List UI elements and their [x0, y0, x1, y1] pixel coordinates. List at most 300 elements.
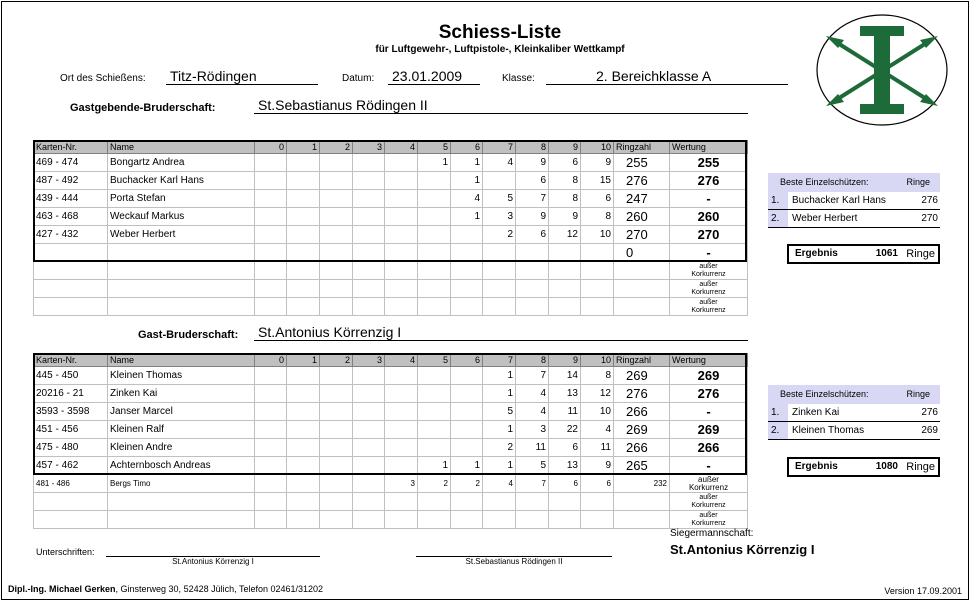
- column-header: Ringzahl: [614, 354, 670, 367]
- score-cell: 1: [451, 154, 483, 172]
- score-cell: [320, 226, 353, 244]
- guest-name-field[interactable]: St.Antonius Körrenzig I: [254, 323, 748, 341]
- empty-cell: [255, 511, 287, 529]
- score-cell: 1: [483, 457, 516, 475]
- klasse-field[interactable]: 2. Bereichklasse A: [546, 67, 788, 85]
- score-cell: [320, 385, 353, 403]
- score-cell: 3: [483, 208, 516, 226]
- empty-cell: [614, 262, 670, 280]
- empty-cell: [483, 511, 516, 529]
- score-cell: [255, 421, 287, 439]
- column-header: 2: [320, 141, 353, 154]
- score-cell: [255, 154, 287, 172]
- name-cell: Weckauf Markus: [108, 208, 255, 226]
- score-cell: [385, 457, 418, 475]
- score-cell: [385, 403, 418, 421]
- score-cell: [255, 367, 287, 385]
- table-row: [34, 190, 748, 208]
- score-cell: [549, 244, 581, 262]
- empty-cell: [385, 298, 418, 316]
- score-cell: [287, 172, 320, 190]
- score-cell: [320, 154, 353, 172]
- score-cell: [255, 244, 287, 262]
- empty-cell: [34, 493, 108, 511]
- column-header: 0: [255, 354, 287, 367]
- ausser-konkurrenz-note: außer Korkurrenz: [670, 298, 748, 316]
- column-header: 4: [385, 354, 418, 367]
- score-cell: [483, 244, 516, 262]
- empty-cell: [385, 511, 418, 529]
- wertung-cell: -: [670, 403, 748, 421]
- sieger-label: Siegermannschaft:: [670, 528, 754, 539]
- ausser-konkurrenz-note: außer Korkurrenz: [670, 280, 748, 298]
- score-cell: 9: [581, 154, 614, 172]
- score-cell: [255, 190, 287, 208]
- table-row: [34, 475, 748, 493]
- score-cell: [385, 385, 418, 403]
- score-cell: [418, 403, 451, 421]
- score-cell: 3: [516, 421, 549, 439]
- karten-nr-cell: 475 - 480: [34, 439, 108, 457]
- score-cell: [320, 457, 353, 475]
- ringzahl-cell: 266: [614, 403, 670, 421]
- score-cell: [320, 244, 353, 262]
- result-label: Ergebnis: [795, 461, 838, 472]
- column-header: 5: [418, 141, 451, 154]
- score-cell: 13: [549, 385, 581, 403]
- ringzahl-cell: 276: [614, 385, 670, 403]
- score-cell: [353, 367, 385, 385]
- score-cell: 4: [516, 403, 549, 421]
- column-header: 8: [516, 141, 549, 154]
- score-cell: 15: [581, 172, 614, 190]
- score-cell: 6: [581, 475, 614, 493]
- score-cell: [287, 457, 320, 475]
- empty-cell: [108, 493, 255, 511]
- page-title: Schiess-Liste: [438, 22, 562, 43]
- guest-best-shooters: [768, 385, 940, 440]
- score-cell: [451, 385, 483, 403]
- signature-line-host[interactable]: St.Sebastianus Rödingen II: [416, 556, 612, 566]
- empty-cell: [549, 298, 581, 316]
- score-cell: 9: [516, 154, 549, 172]
- score-cell: [418, 439, 451, 457]
- table-row: [34, 367, 748, 385]
- empty-cell: [385, 280, 418, 298]
- empty-cell: [418, 493, 451, 511]
- empty-cell: [353, 511, 385, 529]
- score-cell: 13: [549, 457, 581, 475]
- score-cell: [385, 421, 418, 439]
- table-row: [34, 226, 748, 244]
- empty-cell: [287, 511, 320, 529]
- ringzahl-cell: 269: [614, 421, 670, 439]
- table-row: [34, 511, 748, 529]
- score-cell: 8: [581, 367, 614, 385]
- empty-cell: [581, 493, 614, 511]
- score-cell: 14: [549, 367, 581, 385]
- host-score-table: [33, 140, 748, 316]
- score-cell: [451, 244, 483, 262]
- score-cell: 2: [451, 475, 483, 493]
- host-name-field[interactable]: St.Sebastianus Rödingen II: [254, 96, 748, 114]
- score-cell: [255, 475, 287, 493]
- score-cell: [451, 403, 483, 421]
- score-cell: 3: [385, 475, 418, 493]
- wertung-cell: 266: [670, 439, 748, 457]
- host-best-shooters: [768, 173, 940, 228]
- column-header: 10: [581, 354, 614, 367]
- table-row: [34, 154, 748, 172]
- score-cell: 2: [418, 475, 451, 493]
- wertung-cell: 269: [670, 367, 748, 385]
- table-row: [34, 385, 748, 403]
- score-cell: 1: [483, 367, 516, 385]
- karten-nr-cell: 20216 - 21: [34, 385, 108, 403]
- ringzahl-cell: 0: [614, 244, 670, 262]
- schiess-liste-sheet: [1, 1, 969, 600]
- wertung-cell: 269: [670, 421, 748, 439]
- score-cell: 7: [516, 190, 549, 208]
- score-cell: [320, 439, 353, 457]
- wertung-cell: -: [670, 457, 748, 475]
- empty-cell: [451, 262, 483, 280]
- ringzahl-cell: 255: [614, 154, 670, 172]
- best-header-unit: Ringe: [906, 177, 930, 187]
- table-row: [34, 439, 748, 457]
- empty-cell: [516, 493, 549, 511]
- wertung-cell: -: [670, 244, 748, 262]
- host-label: Gastgebende-Bruderschaft:: [70, 102, 216, 114]
- score-cell: [320, 208, 353, 226]
- score-cell: 10: [581, 226, 614, 244]
- wertung-cell: 260: [670, 208, 748, 226]
- ringzahl-cell: 276: [614, 172, 670, 190]
- empty-cell: [353, 262, 385, 280]
- empty-cell: [287, 262, 320, 280]
- score-cell: 8: [581, 208, 614, 226]
- score-cell: 6: [549, 154, 581, 172]
- empty-cell: [418, 298, 451, 316]
- score-cell: [581, 244, 614, 262]
- name-cell: Janser Marcel: [108, 403, 255, 421]
- empty-cell: [516, 511, 549, 529]
- empty-cell: [287, 280, 320, 298]
- empty-cell: [516, 298, 549, 316]
- ringzahl-cell: 232: [614, 475, 670, 493]
- score-cell: [255, 385, 287, 403]
- empty-cell: [34, 298, 108, 316]
- ort-field[interactable]: Titz-Rödingen: [166, 67, 318, 85]
- column-header: 7: [483, 354, 516, 367]
- column-header: 9: [549, 141, 581, 154]
- column-header: 1: [287, 354, 320, 367]
- karten-nr-cell: 481 - 486: [34, 475, 108, 493]
- ausser-konkurrenz-note: außer Korkurrenz: [670, 511, 748, 529]
- empty-cell: [614, 511, 670, 529]
- signature-line-guest[interactable]: St.Antonius Körrenzig I: [106, 556, 320, 566]
- best-header-label: Beste Einzelschützen:: [780, 389, 869, 399]
- empty-cell: [451, 493, 483, 511]
- empty-cell: [418, 280, 451, 298]
- column-header: Name: [108, 354, 255, 367]
- sieger-name: St.Antonius Körrenzig I: [670, 542, 815, 557]
- score-cell: 1: [483, 385, 516, 403]
- empty-cell: [581, 280, 614, 298]
- score-cell: [418, 226, 451, 244]
- footer-version: Version 17.09.2001: [884, 586, 962, 596]
- score-cell: [287, 367, 320, 385]
- score-cell: [353, 190, 385, 208]
- empty-cell: [320, 262, 353, 280]
- score-cell: 4: [516, 385, 549, 403]
- table-row: [34, 262, 748, 280]
- column-header: 3: [353, 354, 385, 367]
- score-cell: [255, 226, 287, 244]
- score-cell: [287, 475, 320, 493]
- name-cell: Porta Stefan: [108, 190, 255, 208]
- score-cell: [451, 367, 483, 385]
- score-cell: [418, 367, 451, 385]
- empty-cell: [614, 298, 670, 316]
- wertung-cell: 276: [670, 385, 748, 403]
- result-unit: Ringe: [906, 461, 935, 473]
- score-cell: 1: [451, 208, 483, 226]
- score-cell: 6: [549, 475, 581, 493]
- score-cell: 2: [483, 439, 516, 457]
- karten-nr-cell: 469 - 474: [34, 154, 108, 172]
- empty-cell: [108, 280, 255, 298]
- table-row: [34, 280, 748, 298]
- name-cell: Weber Herbert: [108, 226, 255, 244]
- score-cell: 6: [549, 439, 581, 457]
- result-value: 1080: [875, 461, 898, 472]
- datum-label: Datum:: [342, 73, 375, 84]
- page-subtitle: für Luftgewehr-, Luftpistole-, Kleinkaliber Wettkampf: [375, 44, 625, 55]
- table-row: [34, 421, 748, 439]
- score-cell: [385, 244, 418, 262]
- empty-cell: [320, 511, 353, 529]
- karten-nr-cell: 445 - 450: [34, 367, 108, 385]
- score-cell: [320, 190, 353, 208]
- empty-cell: [483, 262, 516, 280]
- score-cell: [353, 403, 385, 421]
- list-item: 2. Kleinen Thomas 269: [768, 422, 940, 440]
- signatures-label: Unterschriften:: [36, 547, 95, 557]
- ringzahl-cell: 260: [614, 208, 670, 226]
- ausser-konkurrenz-note: außer Korkurrenz: [670, 262, 748, 280]
- table-row: [34, 457, 748, 475]
- score-cell: [287, 403, 320, 421]
- score-cell: 8: [549, 172, 581, 190]
- column-header: 9: [549, 354, 581, 367]
- ausser-konkurrenz-note: außer Korkurrenz: [670, 475, 748, 493]
- score-cell: 11: [549, 403, 581, 421]
- empty-cell: [581, 298, 614, 316]
- score-cell: [287, 421, 320, 439]
- score-cell: 12: [549, 226, 581, 244]
- score-cell: [320, 475, 353, 493]
- karten-nr-cell: 3593 - 3598: [34, 403, 108, 421]
- footer-author: Dipl.-Ing. Michael Gerken, Ginsterweg 30, 52428 Jülich, Telefon 02461/31202: [8, 584, 324, 594]
- score-cell: 1: [451, 172, 483, 190]
- score-cell: [385, 154, 418, 172]
- column-header: 2: [320, 354, 353, 367]
- result-value: 1061: [875, 248, 898, 259]
- ringzahl-cell: 269: [614, 367, 670, 385]
- score-cell: 22: [549, 421, 581, 439]
- score-cell: 1: [451, 457, 483, 475]
- ort-label: Ort des Schießens:: [60, 73, 146, 84]
- score-cell: [353, 421, 385, 439]
- table-row: [34, 208, 748, 226]
- score-cell: [287, 154, 320, 172]
- result-label: Ergebnis: [795, 248, 838, 259]
- table-row: [34, 493, 748, 511]
- score-cell: [353, 172, 385, 190]
- empty-cell: [320, 298, 353, 316]
- empty-cell: [108, 262, 255, 280]
- empty-cell: [549, 511, 581, 529]
- guest-label: Gast-Bruderschaft:: [138, 329, 239, 341]
- score-cell: [385, 208, 418, 226]
- score-cell: 6: [516, 172, 549, 190]
- score-cell: 4: [483, 154, 516, 172]
- score-cell: [287, 439, 320, 457]
- name-cell: Zinken Kai: [108, 385, 255, 403]
- empty-cell: [385, 493, 418, 511]
- score-cell: [320, 421, 353, 439]
- score-cell: [418, 208, 451, 226]
- column-header: 4: [385, 141, 418, 154]
- name-cell: Kleinen Andre: [108, 439, 255, 457]
- column-header: Wertung: [670, 354, 748, 367]
- score-cell: [385, 190, 418, 208]
- empty-cell: [614, 493, 670, 511]
- column-header: 5: [418, 354, 451, 367]
- score-cell: 9: [516, 208, 549, 226]
- score-cell: [255, 403, 287, 421]
- score-cell: [353, 439, 385, 457]
- empty-cell: [516, 262, 549, 280]
- crossed-arrows-emblem-icon: [814, 12, 950, 128]
- guest-score-table: [33, 353, 748, 529]
- best-header-unit: Ringe: [906, 389, 930, 399]
- score-cell: [418, 421, 451, 439]
- score-cell: 7: [516, 475, 549, 493]
- score-cell: 5: [483, 190, 516, 208]
- empty-cell: [549, 493, 581, 511]
- score-cell: 12: [581, 385, 614, 403]
- guest-result-box: [787, 457, 940, 477]
- empty-cell: [353, 280, 385, 298]
- empty-cell: [451, 511, 483, 529]
- empty-cell: [451, 280, 483, 298]
- name-cell: Bongartz Andrea: [108, 154, 255, 172]
- score-cell: [287, 244, 320, 262]
- score-cell: [385, 226, 418, 244]
- wertung-cell: 276: [670, 172, 748, 190]
- table-row: [34, 244, 748, 262]
- empty-cell: [255, 298, 287, 316]
- column-header: 3: [353, 141, 385, 154]
- column-header: Ringzahl: [614, 141, 670, 154]
- score-cell: [451, 421, 483, 439]
- empty-cell: [108, 511, 255, 529]
- column-header: 6: [451, 141, 483, 154]
- empty-cell: [34, 280, 108, 298]
- table-row: [34, 172, 748, 190]
- wertung-cell: 255: [670, 154, 748, 172]
- score-cell: 2: [483, 226, 516, 244]
- score-cell: [320, 367, 353, 385]
- score-cell: 1: [418, 457, 451, 475]
- empty-cell: [287, 493, 320, 511]
- karten-nr-cell: 463 - 468: [34, 208, 108, 226]
- score-cell: [255, 208, 287, 226]
- score-cell: [287, 226, 320, 244]
- ringzahl-cell: 270: [614, 226, 670, 244]
- score-cell: [418, 190, 451, 208]
- column-header: Name: [108, 141, 255, 154]
- score-cell: [385, 172, 418, 190]
- list-item: 1. Buchacker Karl Hans 276: [768, 192, 940, 210]
- wertung-cell: 270: [670, 226, 748, 244]
- score-cell: [451, 226, 483, 244]
- column-header: 10: [581, 141, 614, 154]
- empty-cell: [255, 493, 287, 511]
- score-cell: 7: [516, 367, 549, 385]
- score-cell: [255, 439, 287, 457]
- score-cell: 1: [418, 154, 451, 172]
- karten-nr-cell: 439 - 444: [34, 190, 108, 208]
- empty-cell: [34, 262, 108, 280]
- score-cell: 5: [516, 457, 549, 475]
- empty-cell: [581, 262, 614, 280]
- ringzahl-cell: 247: [614, 190, 670, 208]
- empty-cell: [108, 298, 255, 316]
- score-cell: [287, 208, 320, 226]
- score-cell: [385, 439, 418, 457]
- score-cell: [418, 172, 451, 190]
- column-header: 1: [287, 141, 320, 154]
- score-cell: [353, 244, 385, 262]
- empty-cell: [353, 298, 385, 316]
- score-cell: 11: [516, 439, 549, 457]
- result-unit: Ringe: [906, 248, 935, 260]
- empty-cell: [483, 298, 516, 316]
- empty-cell: [549, 280, 581, 298]
- score-cell: [255, 457, 287, 475]
- column-header: Karten-Nr.: [34, 354, 108, 367]
- score-cell: [516, 244, 549, 262]
- empty-cell: [255, 280, 287, 298]
- score-cell: 9: [549, 208, 581, 226]
- score-cell: 4: [483, 475, 516, 493]
- datum-field[interactable]: 23.01.2009: [388, 67, 480, 85]
- score-cell: 1: [483, 421, 516, 439]
- karten-nr-cell: 451 - 456: [34, 421, 108, 439]
- score-cell: 6: [516, 226, 549, 244]
- empty-cell: [353, 493, 385, 511]
- column-header: 0: [255, 141, 287, 154]
- score-cell: [353, 457, 385, 475]
- empty-cell: [451, 298, 483, 316]
- empty-cell: [581, 511, 614, 529]
- score-cell: 6: [581, 190, 614, 208]
- score-cell: [255, 172, 287, 190]
- score-cell: [353, 226, 385, 244]
